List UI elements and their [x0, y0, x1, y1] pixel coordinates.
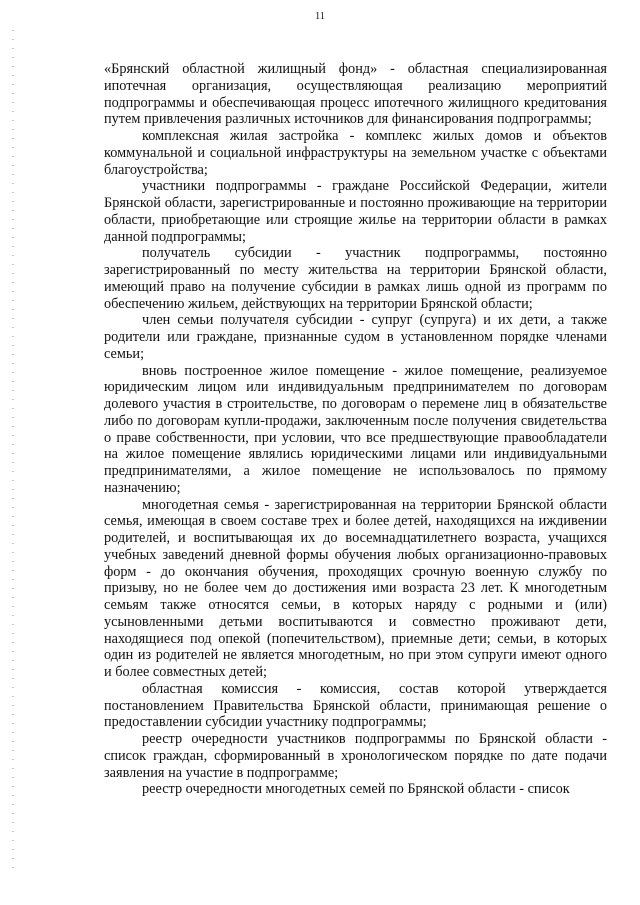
paragraph-new-housing-definition: вновь построенное жилое помещение - жилое помещение, реализуемое юридическим лицом или индивидуальным предпринимателем по договорам долевого участия в строительстве, по договорам о перемене лиц в обязательстве либо по договорам купли-продажи, заключенным после получения свидетельства о праве собственности, при условии, что все предшествующие правообладатели на жилое помещение являлись юридическими лицами или индивидуальными предпринимателями, а жилое помещение не использовалось по прямому назначению; — [104, 362, 607, 496]
paragraph-large-family-definition: многодетная семья - зарегистрированная на территории Брянской области семья, имеющая в своем составе трех и более детей, находящихся на иждивении родителей, и воспитывающая их до восемнадцатилетнего возраста, учащихся учебных заведений дневной формы обучения любых организационно-правовых форм - до окончания обучения, проходящих срочную военную службу по призыву, но не более чем до достижения ими возраста 23 лет. К многодетным семьям также относятся семьи, в которых наряду с родными и (или) усыновленными детьми воспитываются и совместно проживают дети, находящиеся под опекой (попечительством), приемные дети; семьи, в которых один из родителей не является многодетным, но при этом супруги имеют одного и более совместных детей; — [104, 496, 607, 680]
page-number: 11 — [315, 11, 325, 22]
paragraph-large-family-registry-definition: реестр очередности многодетных семей по Брянской области - список — [142, 781, 570, 798]
paragraph-participant-registry-definition: реестр очередности участников подпрограммы по Брянской области - список граждан, сформированный в хронологическом порядке по дате подачи заявления на участие в подпрограмме; — [104, 731, 607, 781]
paragraph-subsidy-recipient-definition: получатель субсидии - участник подпрограммы, постоянно зарегистрированный по месту жительства на территории Брянской области, имеющий право на получение субсидии в рамках лишь одной из программ по обеспечению жильем, действующих на территории Брянской области; — [104, 245, 607, 312]
document-body — [104, 61, 607, 798]
paragraph-housing-fund-definition: «Брянский областной жилищный фонд» - областная специализированная ипотечная организация, осуществляющая реализацию мероприятий подпрограммы и обеспечивающая процесс ипотечного жилищного кредитования путем привлечения различных источников для финансирования подпрограммы; — [104, 61, 607, 128]
paragraph-family-member-definition: член семьи получателя субсидии - супруг (супруга) и их дети, а также родители или граждане, признанные судом в установленном порядке членами семьи; — [104, 312, 607, 362]
paragraph-regional-commission-definition: областная комиссия - комиссия, состав которой утверждается постановлением Правительства Брянской области, принимающая решение о предоставлении субсидии участнику подпрограммы; — [104, 680, 607, 731]
binding-edge-marks — [12, 30, 14, 870]
paragraph-program-participants-definition: участники подпрограммы - граждане Российской Федерации, жители Брянской области, зарегистрированные и постоянно проживающие на территории области, приобретающие или строящие жилье на территории области в рамках данной подпрограммы; — [104, 178, 607, 245]
paragraph-complex-development-definition: комплексная жилая застройка - комплекс жилых домов и объектов коммунальной и социальной инфраструктуры на земельном участке с объектами благоустройства; — [104, 128, 607, 178]
